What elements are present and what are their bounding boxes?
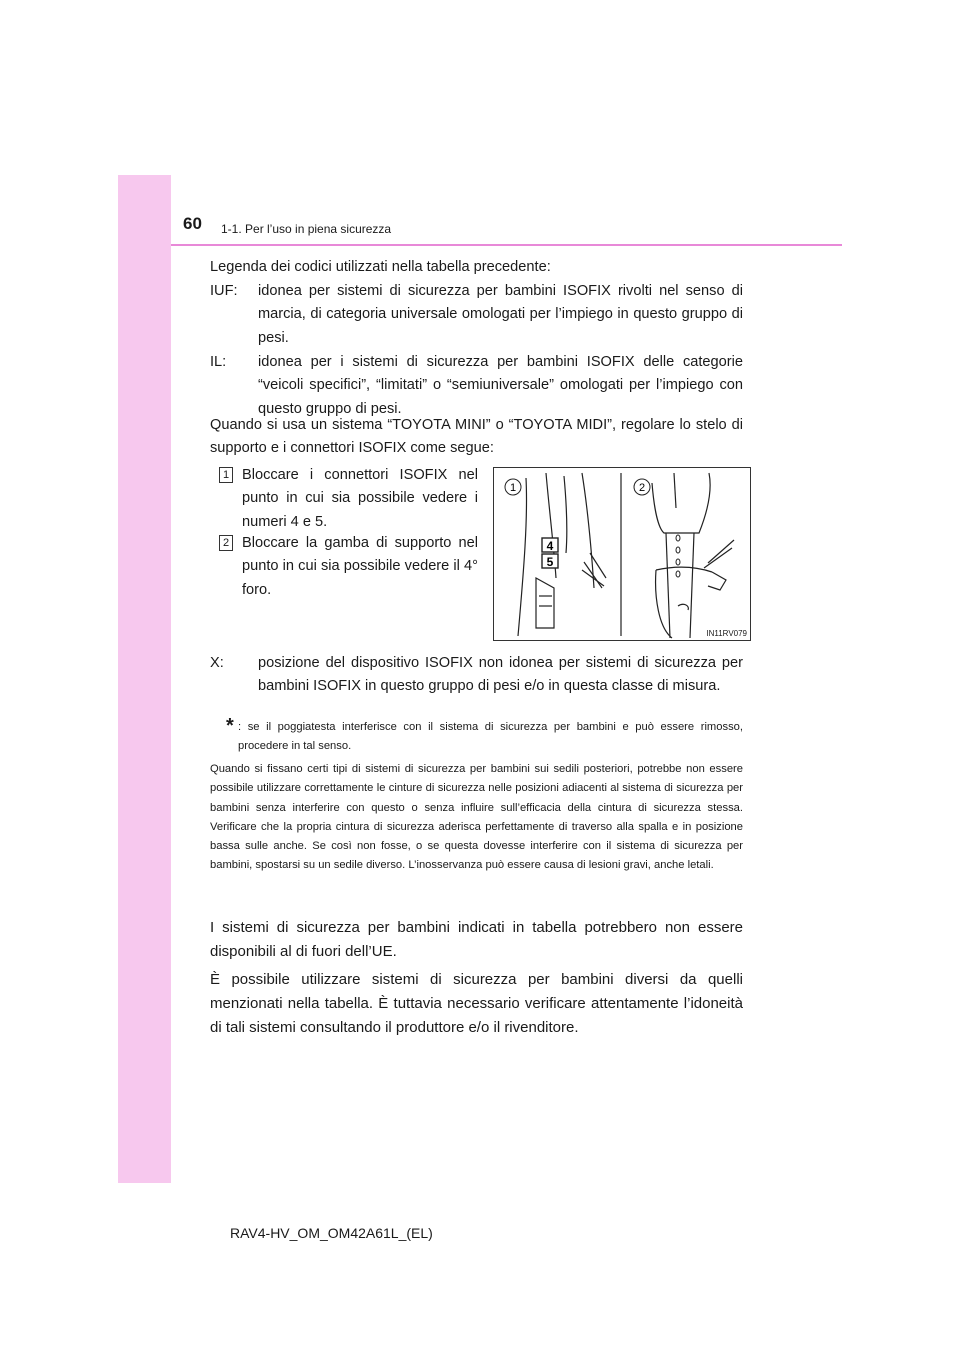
isofix-illustration [493, 467, 751, 641]
il-definition: idonea per i sistemi di sicurezza per bambini ISOFIX delle categorie “veicoli specifici”, “limitati” o “semiuniversale” omologati per l’impiego con questo gruppo di pesi. [258, 354, 743, 417]
x-definition: posizione del dispositivo ISOFIX non idonea per sistemi di sicurezza per bambini ISOFIX in questo gruppo di pesi e/o in questa classe di misura. [258, 655, 743, 695]
step-2-number: 2 [219, 535, 233, 551]
footnote-marker: * [226, 715, 234, 737]
document-code: RAV4-HV_OM_OM42A61L_(EL) [230, 1225, 433, 1241]
step-1-number: 1 [219, 467, 233, 483]
figure-label-2: 2 [638, 482, 646, 494]
x-label: X: [210, 655, 224, 671]
header-divider [171, 244, 842, 246]
footnote-text: : se il poggiatesta interferisce con il sistema di sicurezza per bambini e può essere rimosso, procedere in tal senso. [238, 721, 743, 753]
side-tab-bar [118, 175, 171, 1183]
digit-4-label: 4 [546, 539, 554, 553]
section-title: 1-1. Per l’uso in piena sicurezza [221, 222, 392, 236]
iuf-definition: idonea per sistemi di sicurezza per bambini ISOFIX rivolti nel senso di marcia, di categoria universale omologati per l’impiego in questo gruppo di pesi. [258, 283, 743, 346]
iuf-label: IUF: [210, 283, 238, 299]
il-label: IL: [210, 354, 227, 370]
seatbelt-note: Quando si fissano certi tipi di sistemi di sicurezza per bambini sui sedili posteriori, potrebbe non essere possibile utilizzare correttamente le cinture di sicurezza nelle posizioni adiacenti al sistema di sicurezza per bambini senza interferire con questo o senza influire sull’efficacia della cintura di sicurezza stessa. Verificare che la propria cintura di sicurezza aderisca perfettamente di traverso alla spalla e in posizione bassa sulle anche. Se così non fosse, o se questa dovesse interferire con il sistema di sicurezza per bambini, spostarsi su un sedile diverso. L’inosservanza può essere causa di lesioni gravi, anche letali. [210, 763, 743, 872]
eu-availability-paragraph: I sistemi di sicurezza per bambini indicati in tabella potrebbero non essere disponibili al di fuori dell’UE. [210, 919, 743, 960]
legend-intro: Legenda dei codici utilizzati nella tabella precedente: [210, 259, 551, 275]
digit-5-label: 5 [546, 555, 554, 569]
other-systems-paragraph: È possibile utilizzare sistemi di sicurezza per bambini diversi da quelli menzionati nella tabella. È tuttavia necessario verificare attentamente l’idoneità di tali sistemi consultando il produttore e/o il rivenditore. [210, 971, 743, 1036]
page-number: 60 [183, 214, 202, 233]
isofix-drawing [494, 468, 750, 640]
toyota-instructions: Quando si usa un sistema “TOYOTA MINI” o “TOYOTA MIDI”, regolare lo stelo di supporto e i connettori ISOFIX come segue: [210, 417, 743, 457]
step-1-text: Bloccare i connettori ISOFIX nel punto in cui sia possibile vedere i numeri 4 e 5. [242, 467, 478, 530]
step-2-text: Bloccare la gamba di supporto nel punto in cui sia possibile vedere il 4° foro. [242, 535, 478, 598]
figure-label-1: 1 [509, 482, 517, 494]
figure-code: IN11RV079 [706, 629, 747, 638]
